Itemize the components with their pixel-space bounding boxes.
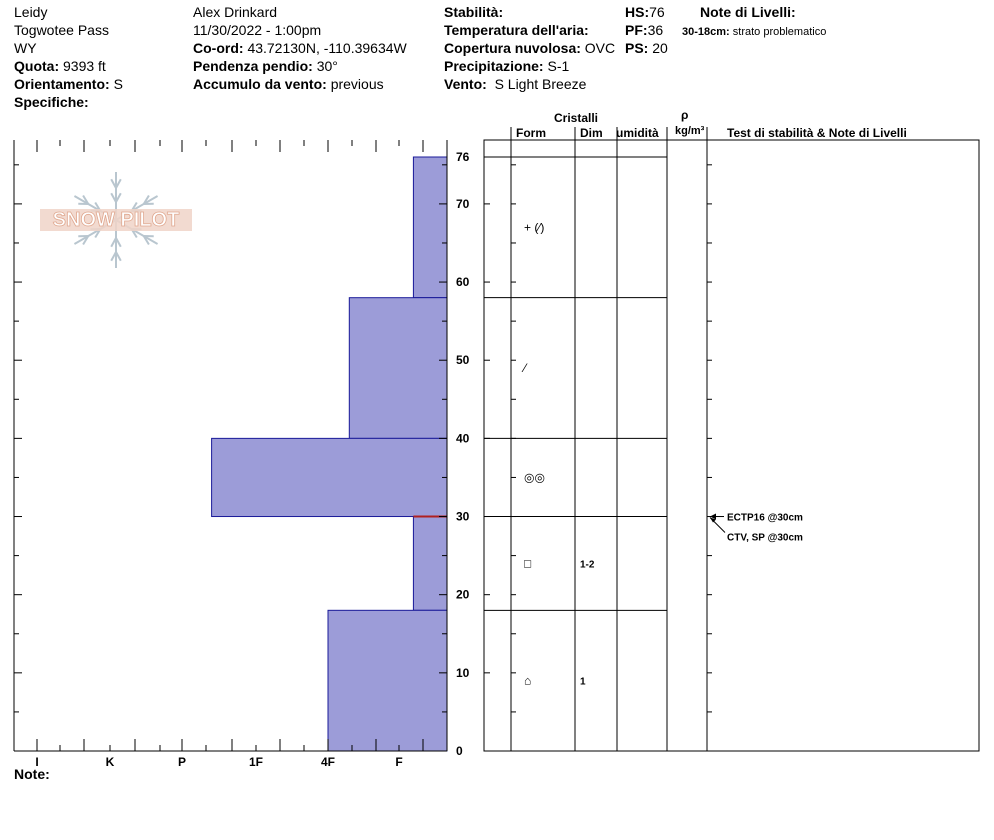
air-temp-label: Temperatura dell'aria: <box>444 22 589 38</box>
hs-value: 76 <box>649 4 665 20</box>
grain-size-label: 1-2 <box>580 559 595 571</box>
elevation-label: Quota: <box>14 58 60 74</box>
snowpilot-logo <box>40 172 192 268</box>
pf-label: PF: <box>625 22 648 38</box>
depth-tick-label: 50 <box>456 353 470 368</box>
observer-short: Leidy <box>14 4 48 20</box>
logo-text: SNOW PILOT <box>52 209 180 231</box>
layer-notes-label: Note di Livelli: <box>700 4 796 20</box>
pf-value: 36 <box>647 22 664 38</box>
aspect-label: Orientamento: <box>14 76 110 92</box>
stability-tests <box>710 513 803 544</box>
hardness-layer-bar <box>328 610 447 751</box>
hardness-layers <box>212 157 447 751</box>
hardness-axis <box>35 755 402 769</box>
hs-label: HS: <box>625 4 650 20</box>
layer-note-depth: 30-18cm: <box>682 26 730 38</box>
cloud-label: Copertura nuvolosa: <box>444 40 581 56</box>
wind-value: S Light Breeze <box>494 76 587 92</box>
layer-note-text: strato problematico <box>732 26 827 38</box>
elevation-value: 9393 ft <box>63 58 106 74</box>
hardness-layer-bar <box>212 438 447 516</box>
hardness-layer-bar <box>413 157 447 298</box>
grain-form-symbol: □ <box>524 556 532 571</box>
depth-tick-label: 40 <box>456 431 470 446</box>
ps-value: 20 <box>652 40 668 56</box>
crystals-header: Cristalli <box>554 111 599 125</box>
table-border <box>484 140 979 751</box>
depth-tick-label: 10 <box>456 665 470 680</box>
aspect-value: S <box>113 76 123 92</box>
slope-label: Pendenza pendio: <box>193 58 313 74</box>
form-header: Form <box>516 126 546 140</box>
depth-tick-label: 60 <box>456 275 470 290</box>
moisture-header: umidità <box>616 126 659 140</box>
precip-label: Precipitazione: <box>444 58 544 74</box>
depth-tick-label: 30 <box>456 509 470 524</box>
coord-label: Co-ord: <box>193 40 244 56</box>
grain-form-symbol: ⌂ <box>524 673 532 688</box>
grain-size-label: 1 <box>580 676 586 688</box>
depth-tick-label: 20 <box>456 587 470 602</box>
grain-form-symbol: + (⁄) <box>524 220 545 235</box>
tests-header: Test di stabilità & Note di Livelli <box>727 126 907 140</box>
hardness-tick-label: I <box>35 755 39 769</box>
datetime: 11/30/2022 - 1:00pm <box>193 22 322 38</box>
depth-tick-label: 70 <box>456 196 470 211</box>
coord-value: 43.72130N, -110.39634W <box>247 40 407 56</box>
cloud-value: OVC <box>584 40 616 56</box>
density-unit-header: kg/m³ <box>675 125 705 137</box>
state: WY <box>14 40 37 56</box>
precip-value: S-1 <box>547 58 570 74</box>
specifics-label: Specifiche: <box>14 94 89 110</box>
grain-form-symbol: ⁄ <box>524 361 527 376</box>
grain-form-symbol: ◎◎ <box>524 470 545 485</box>
stability-test-label: ECTP16 @30cm <box>727 512 803 524</box>
hardness-tick-label: K <box>105 755 115 769</box>
hardness-tick-label: 1F <box>248 755 264 769</box>
ps-label: PS: <box>625 40 649 56</box>
location: Togwotee Pass <box>14 22 109 38</box>
depth-tick-label: 76 <box>456 150 470 164</box>
hardness-tick-label: P <box>177 755 187 769</box>
stability-test-label: CTV, SP @30cm <box>727 532 803 544</box>
hardness-layer-bar <box>413 517 447 611</box>
depth-tick-label: 0 <box>456 744 463 758</box>
wind-loading-label: Accumulo da vento: <box>193 76 327 92</box>
rho-header: ρ <box>681 108 689 122</box>
hardness-tick-label: 4F <box>320 755 336 769</box>
slope-value: 30° <box>316 58 338 74</box>
stability-label: Stabilità: <box>444 4 504 20</box>
hardness-layer-bar <box>349 298 447 439</box>
size-header: Dim <box>580 126 603 140</box>
notes-label: Note: <box>14 766 50 782</box>
wind-loading-value: previous <box>330 76 384 92</box>
hardness-tick-label: F <box>395 755 403 769</box>
layer-table <box>484 127 979 751</box>
wind-label: Vento: <box>444 76 487 92</box>
observer: Alex Drinkard <box>193 4 278 20</box>
